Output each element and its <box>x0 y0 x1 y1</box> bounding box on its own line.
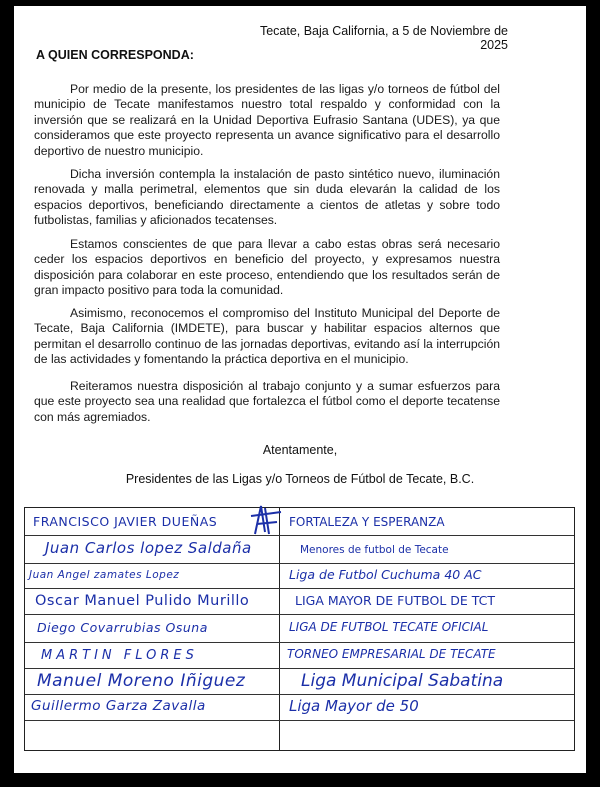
signature-name-1: FRANCISCO JAVIER DUEÑAS <box>33 514 218 529</box>
signature-league-8: Liga Mayor de 50 <box>289 697 419 715</box>
row-divider <box>25 563 574 564</box>
signature-name-6: MARTIN FLORES <box>41 648 198 663</box>
date-line: Tecate, Baja California, a 5 de Noviembre de 2025 <box>259 24 508 52</box>
paragraph-4: Asimismo, reconocemos el compromiso del Instituto Municipal del Deporte de Tecate, Baja California (IMDETE), para buscar y habilitar espacios alternos que permitan el desarrollo continuo de las jornadas deportivas, evitando así la interrupción de las actividades y fomentando la práctica deportiva en el municipio. <box>34 306 500 367</box>
row-divider <box>25 668 574 669</box>
signature-league-1: FORTALEZA Y ESPERANZA <box>289 515 445 529</box>
signature-name-2: Juan Carlos lopez Saldaña <box>45 539 252 557</box>
paragraph-3: Estamos conscientes de que para llevar a cabo estas obras será necesario ceder los espacios deportivos en beneficio del proyecto, y expresamos nuestra disposición para colaborar en este proceso, entendiendo que los resultados serán de gran impacto positivo para toda la comunidad. <box>34 237 500 298</box>
paragraph-1: Por medio de la presente, los presidentes de las ligas y/o torneos de fútbol del municipio de Tecate manifestamos nuestro total respaldo y conformidad con la inversión que se realizará en la Unidad Deportiva Eufrasio Santana (UDES), ya que consideramos que este proyecto representa un avance significativo para el desarrollo deportivo de nuestro municipio. <box>34 82 500 158</box>
row-divider <box>25 694 574 695</box>
signature-league-7: Liga Municipal Sabatina <box>301 671 504 691</box>
signature-name-8: Guillermo Garza Zavalla <box>31 698 206 714</box>
signature-name-5: Diego Covarrubias Osuna <box>37 620 208 635</box>
signature-name-4: Oscar Manuel Pulido Murillo <box>35 593 250 609</box>
column-divider <box>279 508 280 750</box>
signature-league-6: TORNEO EMPRESARIAL DE TECATE <box>287 647 496 661</box>
signature-name-7: Manuel Moreno Iñiguez <box>37 671 246 691</box>
signature-league-5: LIGA DE FUTBOL TECATE OFICIAL <box>289 620 489 634</box>
row-divider <box>25 614 574 615</box>
row-divider <box>25 588 574 589</box>
closing: Atentamente, <box>262 443 338 457</box>
salutation: A QUIEN CORRESPONDA: <box>36 48 194 62</box>
signature-name-3: Juan Angel zamates Lopez <box>29 569 180 581</box>
signature-table <box>24 507 575 751</box>
row-divider <box>25 535 574 536</box>
signature-league-3: Liga de Futbol Cuchuma 40 AC <box>289 567 482 582</box>
paragraph-5: Reiteramos nuestra disposición al trabajo conjunto y a sumar esfuerzos para que este proyecto sea una realidad que fortalezca el fútbol como el deporte tecatense con más agremiados. <box>34 379 500 424</box>
paragraph-2: Dicha inversión contempla la instalación de pasto sintético nuevo, iluminación renovada y malla perimetral, elementos que sin duda elevarán la calidad de los espacios deportivos, beneficiando directamente a cientos de atletas y sobre todo futbolistas, familias y aficionados tecatenses. <box>34 167 500 228</box>
signature-scribble-icon <box>247 502 287 542</box>
row-divider <box>25 720 574 721</box>
signature-league-2: Menores de futbol de Tecate <box>300 544 449 556</box>
letter-page <box>14 6 586 773</box>
signature-league-4: LIGA MAYOR DE FUTBOL DE TCT <box>295 593 496 608</box>
row-divider <box>25 642 574 643</box>
signatory-title: Presidentes de las Ligas y/o Torneos de Fútbol de Tecate, B.C. <box>125 472 475 486</box>
